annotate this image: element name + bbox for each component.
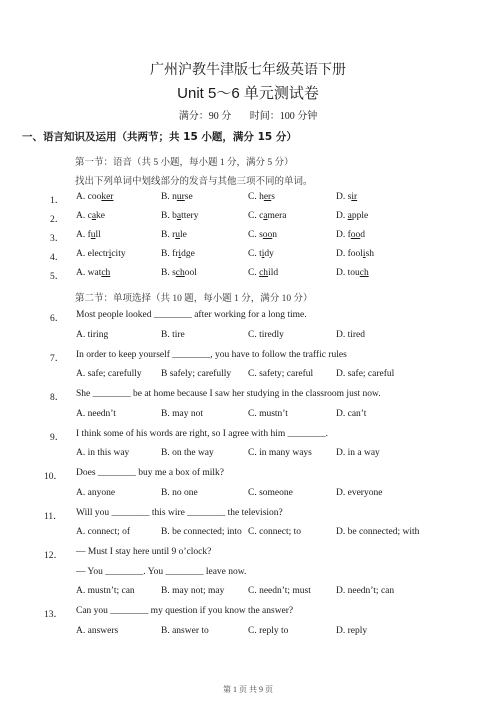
- answer-option: C. tiredly: [248, 329, 284, 340]
- answer-option: D. can’t: [336, 408, 367, 419]
- underlined-letters: ch: [259, 268, 269, 278]
- answer-option: A. full: [76, 230, 101, 240]
- question-number: 12．: [44, 551, 64, 561]
- underlined-letters: ur: [176, 192, 185, 202]
- answer-option: A. needn’t: [76, 408, 116, 419]
- answer-option: C. someone: [248, 487, 293, 498]
- answer-option: D. touch: [336, 268, 369, 278]
- part1-instruction: 找出下列单词中划线部分的发音与其他三项不同的单词。: [75, 177, 313, 187]
- unit-title: Unit 5～6 单元测试卷: [177, 85, 319, 102]
- question-number: 4．: [50, 253, 65, 263]
- answer-option: A. in this way: [76, 448, 130, 458]
- answer-option: B. may not; may: [161, 586, 225, 596]
- question-number: 10．: [44, 472, 64, 482]
- question-number: 13．: [44, 610, 64, 620]
- question-number: 2．: [50, 215, 65, 225]
- answer-option: C. reply to: [248, 625, 289, 636]
- answer-option: B. on the way: [161, 448, 214, 458]
- answer-option: C. connect; to: [248, 527, 302, 537]
- answer-option: B. rule: [161, 230, 187, 240]
- question-number: 5．: [50, 272, 65, 282]
- question-number: 11．: [44, 511, 63, 522]
- answer-option: B. may not: [161, 408, 203, 419]
- answer-option: C. needn’t; must: [248, 586, 311, 596]
- underlined-letters: ker: [101, 192, 114, 202]
- answer-option: B. battery: [161, 211, 199, 221]
- part1-heading: 第一节：语音（共 5 小题，每小题 1 分，满分 5 分）: [75, 158, 294, 168]
- question-text: Does ________ buy me a box of milk?: [76, 468, 225, 478]
- question-number: 6．: [50, 314, 65, 324]
- question-text: Can you ________ my question if you know the answer?: [76, 606, 294, 616]
- underlined-letters: a: [347, 211, 352, 221]
- answer-option: B. answer to: [161, 625, 209, 636]
- answer-option: D. foolish: [336, 249, 375, 259]
- answer-option: A. tiring: [76, 329, 109, 340]
- part2-heading: 第二节：单项选择（共 10 题，每小题 1 分，满分 10 分）: [75, 294, 313, 304]
- question-text: Will you ________ this wire ________ the television?: [76, 507, 283, 518]
- answer-option: A. mustn’t; can: [76, 586, 135, 596]
- answer-option: A. anyone: [76, 487, 116, 498]
- underlined-letters: ch: [175, 268, 185, 278]
- answer-option: A. cooker: [76, 192, 114, 202]
- question-number: 1．: [50, 196, 65, 206]
- answer-option: D. everyone: [336, 487, 383, 498]
- underlined-letters: oo: [350, 230, 361, 240]
- underlined-letters: a: [91, 211, 97, 221]
- answer-option: A. answers: [76, 625, 119, 636]
- underlined-letters: oo: [262, 230, 273, 240]
- question-text: In order to keep yourself ________, you have to follow the traffic rules: [76, 349, 347, 360]
- question-number: 9．: [50, 432, 65, 443]
- question-text: I think some of his words are right, so I agree with him ________.: [76, 428, 328, 439]
- answer-option: B. be connected; into: [161, 527, 242, 537]
- page-footer: 第 1 页 共 9 页: [223, 685, 273, 694]
- underlined-letters: a: [176, 211, 182, 221]
- underlined-letters: ch: [101, 268, 111, 278]
- answer-option: A. watch: [76, 268, 111, 278]
- underlined-letters: u: [175, 230, 180, 240]
- underlined-letters: i: [108, 249, 112, 259]
- answer-option: C. child: [248, 268, 279, 278]
- exam-time: 时间：100 分钟: [249, 111, 318, 122]
- underlined-letters: i: [261, 249, 265, 259]
- answer-option: B. fridge: [161, 249, 195, 259]
- answer-option: D. in a way: [336, 448, 380, 458]
- full-score: 满分：90 分: [178, 111, 232, 122]
- underlined-letters: i: [178, 249, 182, 259]
- question-number: 7．: [50, 353, 65, 364]
- answer-option: C. mustn’t: [248, 408, 288, 419]
- answer-option: A. safe; carefully: [76, 369, 142, 379]
- question-number: 8．: [50, 393, 65, 403]
- question-text: She ________ be at home because I saw her studying in the classroom just now.: [76, 389, 381, 399]
- underlined-letters: er: [263, 192, 272, 202]
- answer-option: B. nurse: [161, 192, 193, 202]
- question-text: — Must I stay here until 9 o’clock?: [76, 547, 212, 557]
- answer-option: D. tired: [336, 329, 366, 340]
- exam-meta: [0, 107, 496, 122]
- answer-option: D. apple: [336, 211, 369, 221]
- answer-option: A. connect; of: [76, 527, 131, 537]
- answer-option: B. no one: [161, 487, 198, 498]
- underlined-letters: a: [263, 211, 268, 221]
- answer-option: B. tire: [161, 329, 185, 340]
- answer-option: D. safe; careful: [336, 369, 395, 379]
- underlined-letters: u: [90, 230, 96, 240]
- document-title: 广州沪教牛津版七年级英语下册: [150, 63, 346, 78]
- answer-option: D. reply: [336, 625, 368, 636]
- answer-option: C. tidy: [248, 249, 274, 259]
- underlined-letters: ch: [359, 268, 369, 278]
- answer-option: C. camera: [248, 211, 287, 221]
- answer-option: B safely; carefully: [161, 369, 232, 379]
- answer-option: D. sir: [336, 192, 358, 202]
- question-text: — You ________. You ________ leave now.: [76, 566, 247, 577]
- question-text: Most people looked ________ after working for a long time.: [76, 310, 307, 320]
- question-number: 3．: [50, 234, 65, 244]
- section-heading: 一、语言知识及运用（共两节；共 15 小题，满分 15 分）: [22, 131, 297, 143]
- answer-option: B. school: [161, 268, 197, 278]
- answer-option: D. be connected; with: [336, 527, 420, 537]
- answer-option: C. soon: [248, 230, 278, 240]
- answer-option: D. needn’t; can: [336, 586, 395, 596]
- underlined-letters: i: [362, 249, 366, 259]
- answer-option: D. food: [336, 230, 366, 240]
- answer-option: C. hers: [248, 192, 275, 202]
- answer-option: A. cake: [76, 211, 106, 221]
- answer-option: A. electricity: [76, 249, 126, 259]
- underlined-letters: ir: [351, 192, 358, 202]
- answer-option: C. in many ways: [248, 448, 312, 458]
- answer-option: C. safety; careful: [248, 369, 314, 379]
